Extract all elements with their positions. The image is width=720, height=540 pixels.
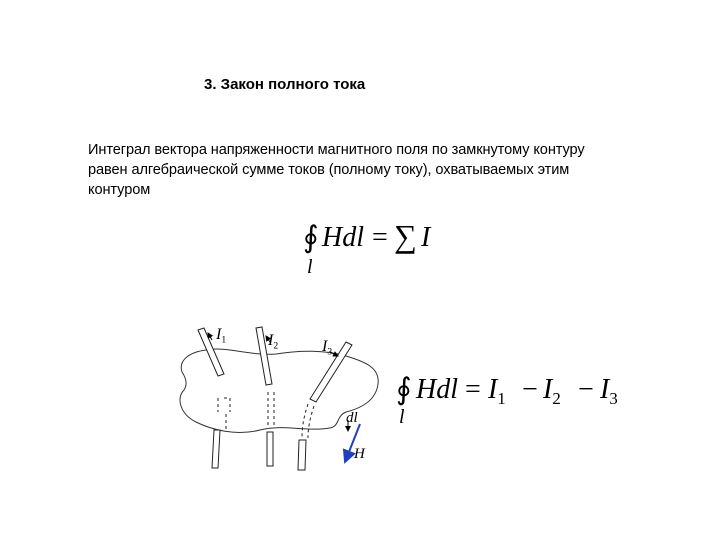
equals-sign-2: = xyxy=(465,374,481,405)
figure-label-h: H xyxy=(354,446,365,462)
contour-integral-sign-2: ∮ xyxy=(396,373,412,406)
figure-label-i1-symbol: I xyxy=(216,326,222,343)
figure-label-i3-index: 3 xyxy=(327,346,333,358)
figure-label-i2-index: 2 xyxy=(273,340,279,352)
current-i3-index: 3 xyxy=(609,388,618,408)
current-i2-index: 2 xyxy=(552,388,561,408)
contour-integral-sign: ∮ xyxy=(303,221,319,254)
conductor-3 xyxy=(298,342,352,470)
formula-lhs: Hdl xyxy=(322,222,364,253)
current-i1-index: 1 xyxy=(497,388,506,408)
law-statement-line-3: контуром xyxy=(88,182,151,198)
minus-sign-2: − xyxy=(578,374,594,405)
figure-label-dl: dl xyxy=(346,410,358,426)
current-i3-symbol: I xyxy=(600,374,610,405)
figure-label-i2 xyxy=(268,332,278,351)
slide-title: 3. Закон полного тока xyxy=(204,76,366,93)
figure-label-i1-index: 1 xyxy=(221,334,227,346)
formula-rhs-current: I xyxy=(421,222,431,253)
current-i1-symbol: I xyxy=(488,374,498,405)
law-statement-line-1: Интеграл вектора напряженности магнитного поля по замкнутому контуру xyxy=(88,142,585,158)
sum-sign: ∑ xyxy=(394,218,417,254)
equals-sign: = xyxy=(372,222,388,253)
minus-sign-1: − xyxy=(522,374,538,405)
figure-label-i3-symbol: I xyxy=(322,338,328,355)
current-i2-symbol: I xyxy=(543,374,553,405)
integral-lower-limit: l xyxy=(307,256,313,278)
figure-label-i2-symbol: I xyxy=(268,332,274,349)
integral-lower-limit-2: l xyxy=(399,406,405,428)
figure-label-i1 xyxy=(216,326,226,345)
law-statement-line-2: равен алгебраической сумме токов (полному току), охватываемых этим xyxy=(88,162,570,178)
formula2-lhs: Hdl xyxy=(416,374,458,405)
figure-label-i3 xyxy=(322,338,332,357)
